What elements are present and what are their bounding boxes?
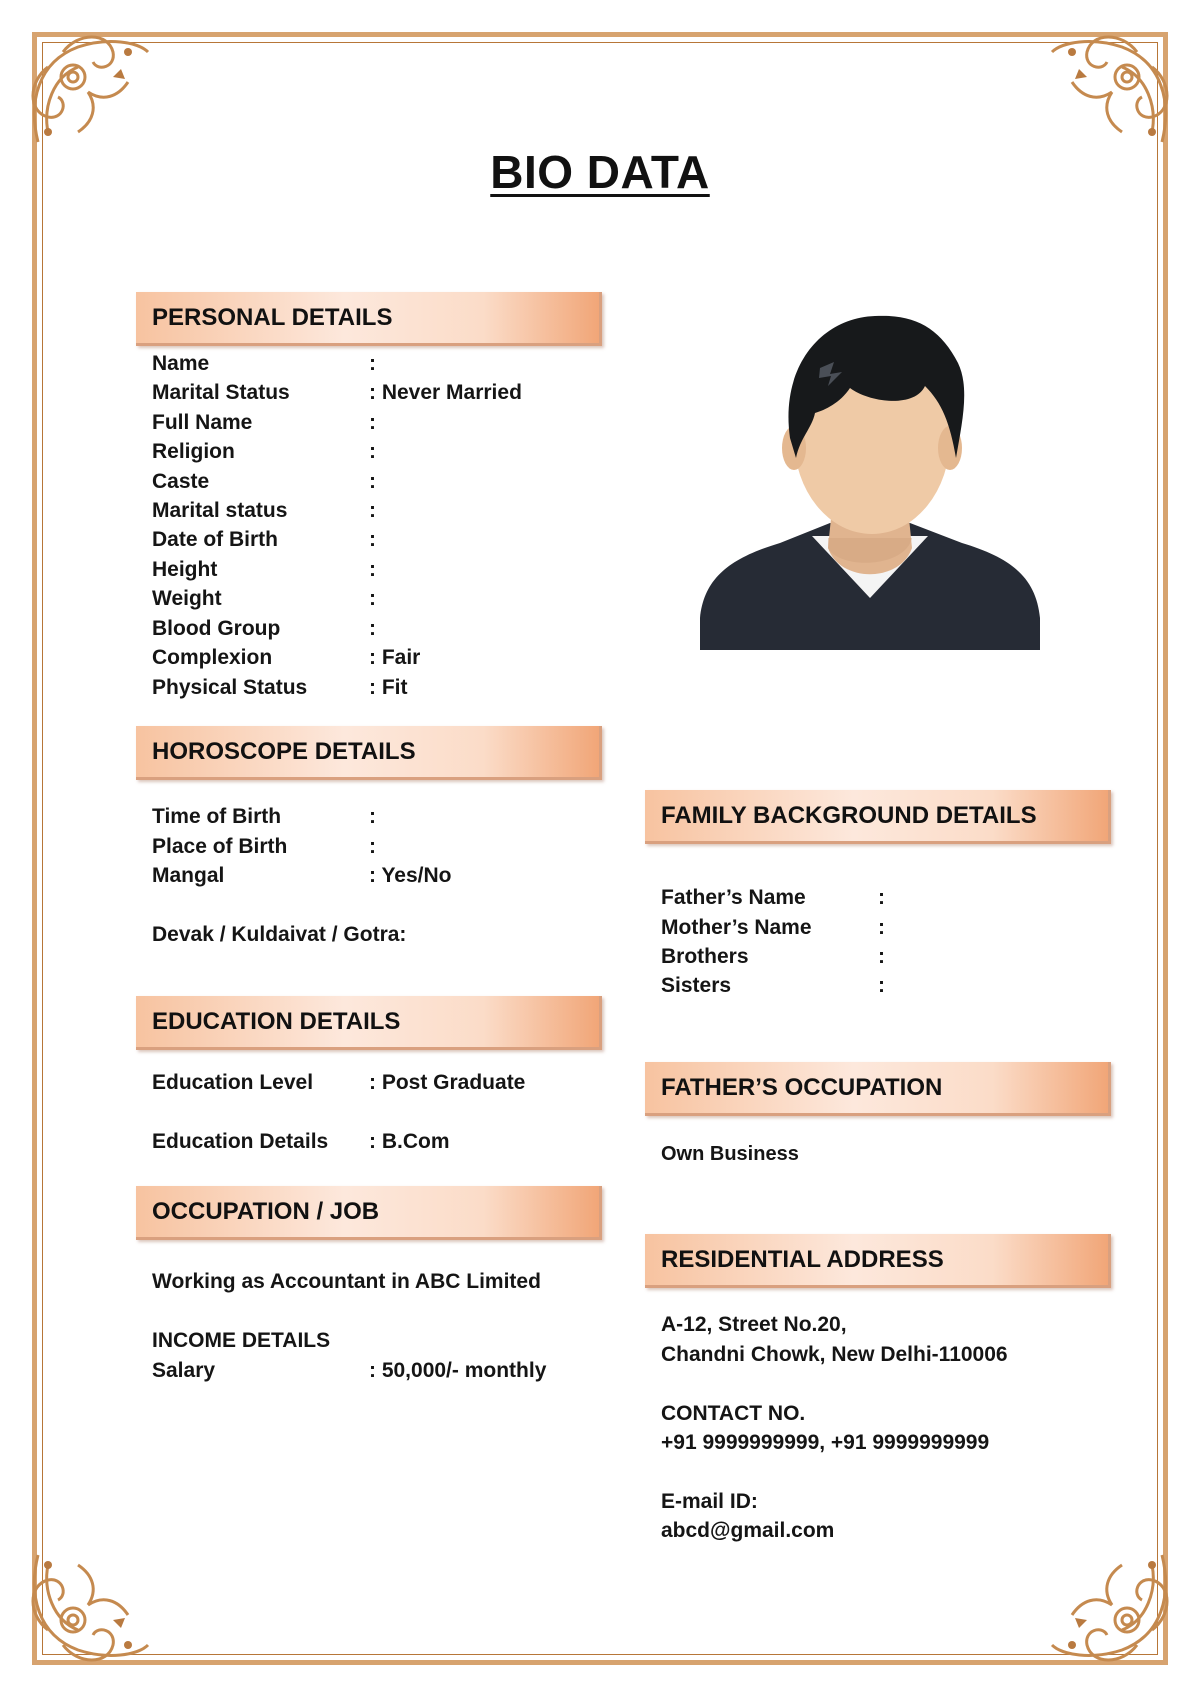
residential-address-heading: RESIDENTIAL ADDRESS: [645, 1234, 1111, 1288]
corner-ornament-icon: [18, 1535, 158, 1675]
fathers-occupation-heading: FATHER’S OCCUPATION: [645, 1062, 1111, 1116]
contact-value: +91 9999999999, +91 9999999999: [661, 1431, 990, 1454]
income-heading: INCOME DETAILS: [152, 1329, 331, 1352]
fathers-occupation-text: Own Business: [661, 1143, 799, 1165]
address-line-1: A-12, Street No.20,: [661, 1313, 847, 1336]
contact-label: CONTACT NO.: [661, 1402, 806, 1425]
profile-avatar: [700, 308, 1040, 650]
personal-details-heading: PERSONAL DETAILS: [136, 292, 602, 346]
horoscope-details-heading: HOROSCOPE DETAILS: [136, 726, 602, 780]
address-line-2: Chandni Chowk, New Delhi-110006: [661, 1343, 1008, 1366]
corner-ornament-icon: [1042, 22, 1182, 162]
family-background-heading: FAMILY BACKGROUND DETAILS: [645, 790, 1111, 844]
education-details-heading: EDUCATION DETAILS: [136, 996, 602, 1050]
email-value: abcd@gmail.com: [661, 1519, 835, 1542]
email-label: E-mail ID:: [661, 1490, 758, 1513]
occupation-heading: OCCUPATION / JOB: [136, 1186, 602, 1240]
page-title: BIO DATA: [490, 146, 710, 198]
corner-ornament-icon: [1042, 1535, 1182, 1675]
occupation-text: Working as Accountant in ABC Limited: [152, 1270, 541, 1293]
gotra-label: Devak / Kuldaivat / Gotra:: [152, 923, 407, 946]
corner-ornament-icon: [18, 22, 158, 162]
